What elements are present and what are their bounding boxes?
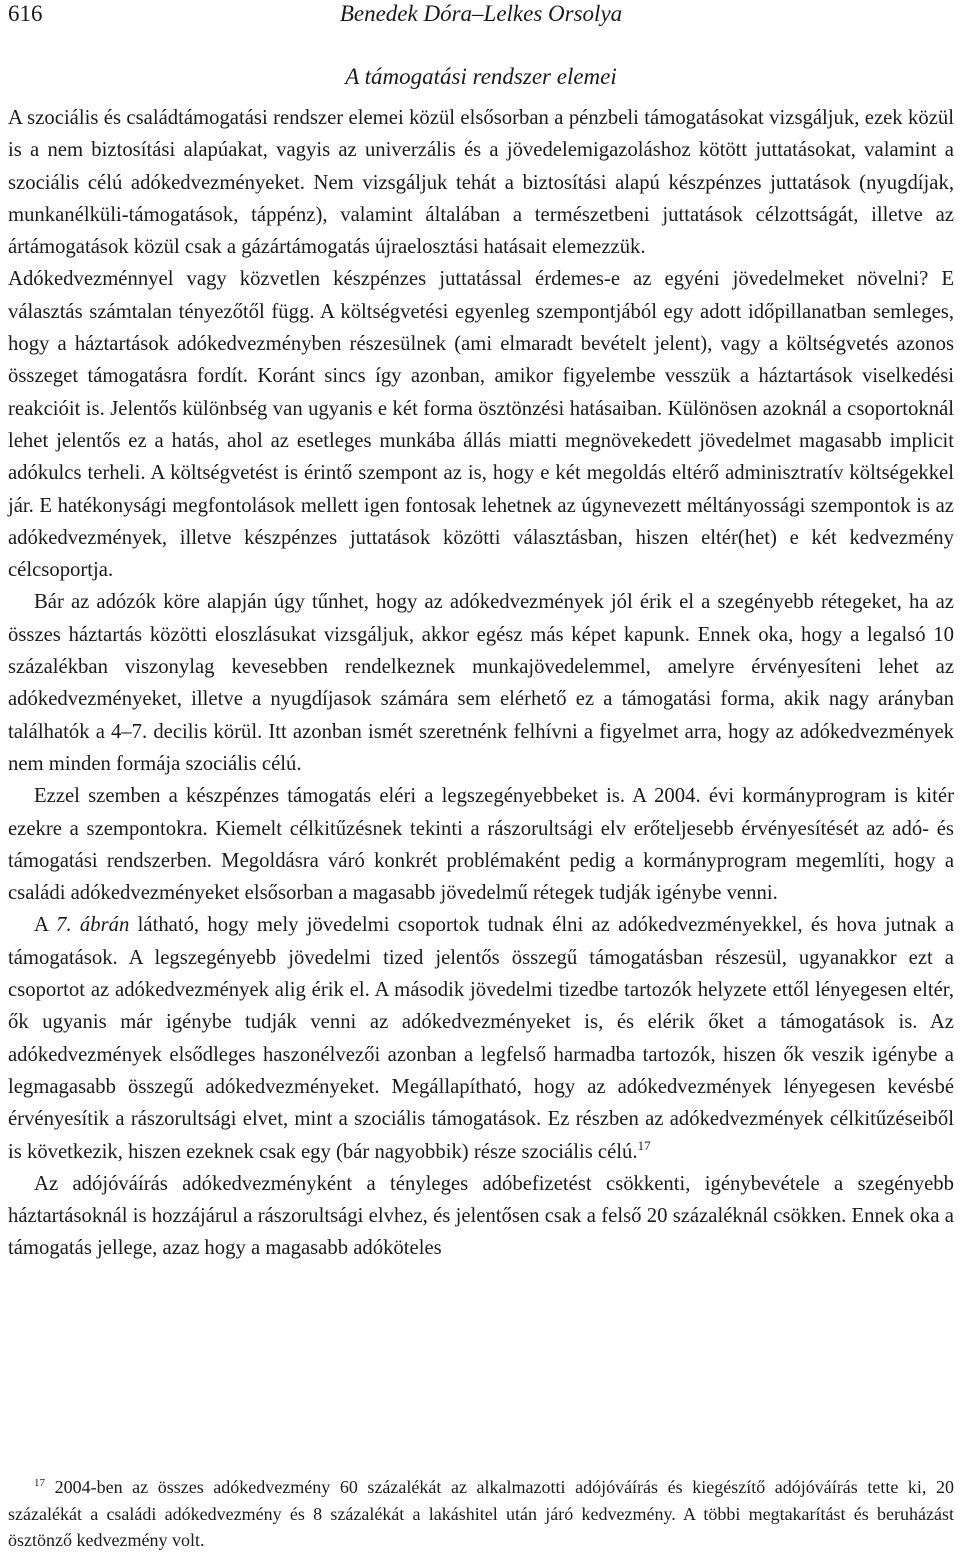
paragraph-5-start: A [34,914,48,937]
paragraph-5 [8,909,954,1167]
running-head [8,0,954,40]
footnote-17 [8,1474,954,1554]
footnotes [8,1474,954,1554]
paragraph-6: Az adójóváírás adókedvezményként a tényleges adóbefizetést csökkenti, igénybevétele a szegényebb háztartásoknál is hozzájárul a rászorultsági elvhez, és jelentősen csak a felső 20 százaléknál csökken. Ennek oka a támogatás jellege, azaz hogy a magasabb adóköteles [8,1172,954,1260]
paragraph-5-rest: látható, hogy mely jövedelmi csoportok tudnak élni az adókedvezményekkel, és hova jutnak a támogatások. A legszegényebb jövedelmi tized jelentős összegű támogatásban részesül, ugyanakkor ezt a csoportot az adókedvezmények alig érik el. A második jövedelmi tizedbe tartozók helyzete ettől lényegesen eltér, ők ugyanis már igénybe tudják venni az adókedvezményeket is, és elérik őket a támogatások is. Az adókedvezmények elsődleges haszonélvezői azonban a legfelső harmadba tartozók, hiszen ők veszik igénybe a legmagasabb összegű adókedvezményeket. Megállapítható, hogy az adókedvezmények lényegesen kevésbé érvényesítik a rászorultsági elvet, mint a szociális támogatások. Ez részben az adókedvezmények célkitűzéseiből is következik, hiszen ezeknek csak egy (bár nagyobbik) része szociális célú. [8,914,955,1163]
figure-reference[interactable]: 7. ábrán [56,914,130,937]
paragraph-2: Adókedvezménnyel vagy közvetlen készpénzes juttatással érdemes-e az egyéni jövedelmeket növelni? E választás számtalan tényezőtől függ. A költségvetési egyenleg szempontjából egy adott időpillanatban semleges, hogy a háztartások adókedvezményben részesülnek (ami elmaradt bevételt jelent), vagy a költségvetés azonos összeget támogatásra fordít. Koránt sincs így azonban, amikor figyelembe vesszük a háztartások viselkedési reakcióit is. Jelentős különbség van ugyanis e két forma ösztönzési hatásaiban. Különösen azoknál a csoportoknál lehet jelentős ez a hatás, ahol az esetleges munkába állás miatti megnövekedett jövedelmet magasabb implicit adókulcs terheli. A költségvetést is érintő szempont az is, hogy e két megoldás eltérő adminisztratív költségekkel jár. E hatékonysági megfontolások mellett igen fontosak lehetnek az úgynevezett méltányossági szempontok is az adókedvezmények, illetve készpénzes juttatások közötti választásban, hiszen eltér(het) e két kedvezmény célcsoportja. [8,268,954,582]
page-number: 616 [8,1,43,26]
footnote-ref-17[interactable]: 17 [637,1137,651,1153]
section-title: A támogatási rendszer elemei [345,64,617,89]
footnote-number: 17 [34,1477,45,1489]
footnote-text: 2004-ben az összes adókedvezmény 60 százalékát az alkalmazotti adójóváírás és kiegészítő adójóváírás tette ki, 20 százalékát a családi adókedvezmény és 8 százalékát a lakáshitel után járó kedvezmény. A többi megtakarítást és beruházást ösztönző kedvezmény volt. [8,1477,954,1550]
page [8,0,954,1265]
paragraph-3: Bár az adózók köre alapján úgy tűnhet, hogy az adókedvezmények jól érik el a szegényebb rétegeket, ha az összes háztartás közötti eloszlásukat vizsgáljuk, akkor egész más képet kapunk. Ennek oka, hogy a legalsó 10 százalékban viszonylag kevesebben rendelkeznek munkajövedelemmel, amelyre érvényesíteni lehet az adókedvezményeket, illetve a nyugdíjasok számára sem elérhető ez a támogatási forma, akik nagy arányban találhatók a 4–7. decilis körül. Itt azonban ismét szeretnénk felhívni a figyelmet arra, hogy az adókedvezmények nem minden formája szociális célú. [8,591,954,775]
body-text [8,102,954,1265]
running-title: Benedek Dóra–Lelkes Orsolya [339,1,623,26]
paragraph-1: A szociális és családtámogatási rendszer elemei közül elsősorban a pénzbeli támogatásokat vizsgáljuk, ezek közül is a nem biztosítási alapúakat, vagyis az univerzális és a jövedelemigazoláshoz kötött juttatásokat, valamint a szociális célú adókedvezményeket. Nem vizsgáljuk tehát a biztosítási alapú készpénzes juttatások (nyugdíjak, munkanélküli-támogatások, táppénz), valamint általában a természetbeni juttatások célzottságát, illetve az ártámogatások közül csak a gázártámogatás újraelosztási hatásait elemezzük. [8,107,954,259]
paragraph-4: Ezzel szemben a készpénzes támogatás eléri a legszegényebbeket is. A 2004. évi kormányprogram is kitér ezekre a szempontokra. Kiemelt célkitűzésnek tekinti a rászorultsági elv erőteljesebb érvényesítését az adó- és támogatási rendszerben. Megoldásra váró konkrét problémaként pedig a kormányprogram megemlíti, hogy a családi adókedvezményeket elsősorban a magasabb jövedelmű rétegek tudják igénybe venni. [8,785,954,905]
